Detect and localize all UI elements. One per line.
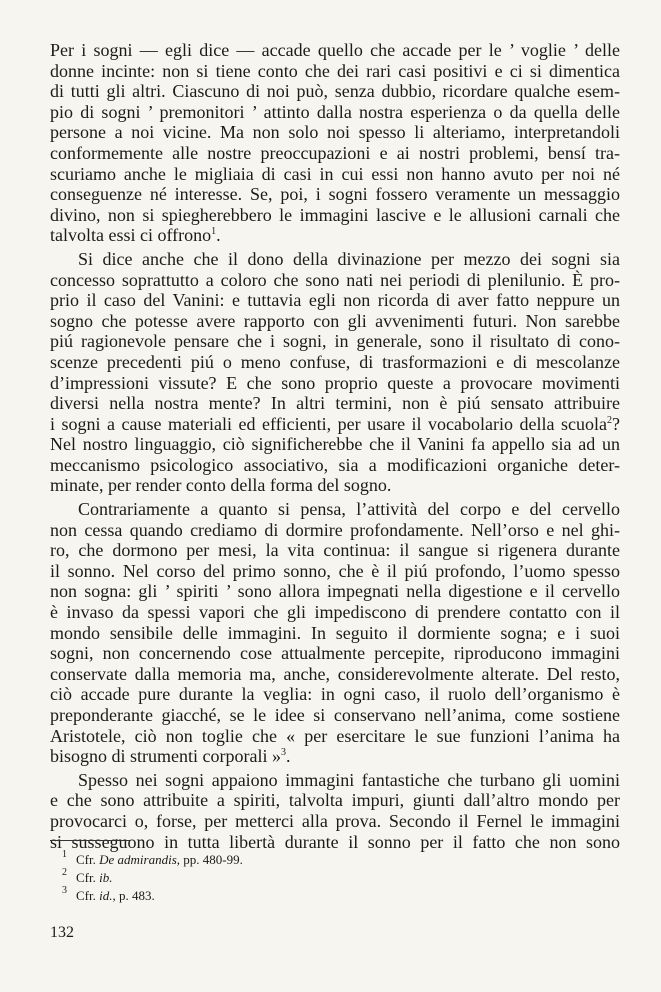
text-line: non cessa quando crediamo di dormire profondamente. Nell’orso e nel ghi- bbox=[50, 519, 620, 540]
text-line: conservate dalla memoria ma, anche, considerevolmente alterate. Del resto, bbox=[50, 663, 620, 684]
text-line: prio il caso del Vanini: e tuttavia egli non ricorda di aver fatto neppure un bbox=[50, 290, 620, 311]
paragraph-4 bbox=[50, 770, 620, 852]
footnotes bbox=[62, 851, 243, 905]
text-line: il sonno. Nel corso del primo sonno, che è il piú profondo, l’uomo spesso bbox=[50, 560, 620, 581]
text-line: ciò accade pure durante la veglia: in ogni caso, il ruolo dell’organismo è bbox=[50, 684, 620, 705]
text-line: Si dice anche che il dono della divinazione per mezzo dei sogni sia bbox=[78, 248, 620, 269]
text-line: di tutti gli altri. Ciascuno di noi può, senza dubbio, ricordare qualche esem- bbox=[50, 81, 620, 102]
text-line: non sogna: gli ’ spiriti ’ sono allora impegnati nella digestione e il cervello bbox=[50, 581, 620, 602]
text-line: sogni, non concernendo cose attualmente percepite, riproducono immagini bbox=[50, 643, 620, 664]
text-line: provocarci o, forse, per metterci alla prova. Secondo il Fernel le immagini bbox=[50, 810, 620, 831]
text-line bbox=[50, 414, 620, 435]
text-line: scenze precedenti piú o meno confuse, di trasformazioni e di mescolanze bbox=[50, 351, 620, 372]
text-line: persone a noi vicine. Ma non solo noi spesso li alteriamo, interpretandoli bbox=[50, 122, 620, 143]
footnote-prefix: Cfr. bbox=[76, 888, 100, 903]
text-fragment: bisogno di strumenti corporali » bbox=[50, 746, 281, 767]
footnote-prefix: Cfr. bbox=[76, 852, 100, 867]
footnote-divider bbox=[50, 840, 130, 841]
paragraph-2 bbox=[50, 249, 620, 496]
text-line: si susseguono in tutta libertà durante il sonno per il fatto che non sono bbox=[50, 831, 620, 852]
text-line: scuriamo anche le migliaia di casi in cui essi non hanno avuto per noi né bbox=[50, 163, 620, 184]
footnote-prefix: Cfr. bbox=[76, 870, 100, 885]
text-line: Aristotele, ciò non toglie che « per esercitare le sue funzioni l’anima ha bbox=[50, 725, 620, 746]
text-line: sogno che potesse avere rapporto con gli avvenimenti futuri. Non sarebbe bbox=[50, 310, 620, 331]
text-line: e che sono attribuite a spiriti, talvolta impuri, giunti dall’altro mondo per bbox=[50, 790, 620, 811]
text-line: Per i sogni — egli dice — accade quello che accade per le ’ voglie ’ delle bbox=[50, 40, 620, 60]
footnote-ref: 1 bbox=[211, 226, 217, 238]
footnote-work: ib. bbox=[99, 870, 113, 885]
text-line: talvolta essi ci offrono$^1$. bbox=[50, 225, 221, 246]
body-text bbox=[50, 40, 620, 852]
text-line: Contrariamente a quanto si pensa, l’attività del corpo e del cervello bbox=[78, 499, 620, 520]
text-fragment: talvolta essi ci offrono bbox=[50, 225, 212, 246]
paragraph-1 bbox=[50, 40, 620, 246]
text-line: conformemente alle nostre preoccupazioni e ai nostri problemi, bensí tra- bbox=[50, 142, 620, 163]
footnote-rest: pp. 480-99. bbox=[180, 852, 243, 867]
text-line: concesso soprattutto a coloro che sono nati nei periodi di plenilunio. È pro- bbox=[50, 269, 620, 290]
text-line: ro, che dormono per mesi, la vita continua: il sangue si rigenera durante bbox=[50, 540, 620, 561]
paragraph-3 bbox=[50, 499, 620, 767]
text-line: bisogno di strumenti corporali »$^3$. bbox=[50, 746, 291, 767]
text-line: Nel nostro linguaggio, ciò significherebbe che il Vanini fa appello sia ad un bbox=[50, 434, 620, 455]
footnote: $^1$ Cfr. De admirandis, pp. 480-99. bbox=[62, 849, 243, 867]
text-line: conseguenze né interesse. Se, poi, i sogni fossero veramente un messaggio bbox=[50, 184, 620, 205]
footnote: $^2$ Cfr. ib. bbox=[62, 867, 113, 885]
text-line: mondo sensibile delle immagini. In seguito il dormiente sogna; e i suoi bbox=[50, 622, 620, 643]
text-line: piú ragionevole pensare che i sogni, in generale, sono il risultato di cono- bbox=[50, 331, 620, 352]
text-line: pio di sogni ’ premonitori ’ attinto dalla nostra esperienza o da quella delle bbox=[50, 101, 620, 122]
text-line: preponderante giacché, se le idee si conservano nell’anima, come sostiene bbox=[50, 705, 620, 725]
page-number: 132 bbox=[50, 924, 74, 941]
text-line: donne incinte: non si tiene conto che dei rari casi positivi e ci si dimentica bbox=[50, 60, 620, 81]
text-line: minate, per render conto della forma del sogno. bbox=[50, 475, 392, 496]
footnote-work: id., bbox=[99, 888, 116, 903]
text-line: divino, non si spiegherebbero le immagini lascive e le allusioni carnali che bbox=[50, 204, 620, 225]
text-line: meccanismo psicologico associativo, sia a modificazioni organiche deter- bbox=[50, 454, 620, 475]
footnote: $^3$ Cfr. id., p. 483. bbox=[62, 885, 155, 903]
text-line: Spesso nei sogni appaiono immagini fantastiche che turbano gli uomini bbox=[78, 769, 620, 790]
footnote-ref: 2 bbox=[607, 414, 612, 426]
footnote-ref: 3 bbox=[280, 747, 286, 759]
text-fragment: i sogni a cause materiali ed efficienti, per usare il vocabolario della scuola bbox=[50, 413, 607, 434]
text-line: diversi nella nostra mente? In altri termini, non è piú sensato attribuire bbox=[50, 393, 620, 414]
text-line: d’impressioni vissute? E che sono proprio queste a provocare movimenti bbox=[50, 372, 620, 393]
footnote-rest: p. 483. bbox=[115, 888, 155, 903]
footnote-work: De admirandis, bbox=[99, 852, 181, 867]
punctuation: ? bbox=[612, 413, 620, 434]
text-line: è invaso da spessi vapori che gli impediscono di prendere contatto con il bbox=[50, 602, 620, 623]
